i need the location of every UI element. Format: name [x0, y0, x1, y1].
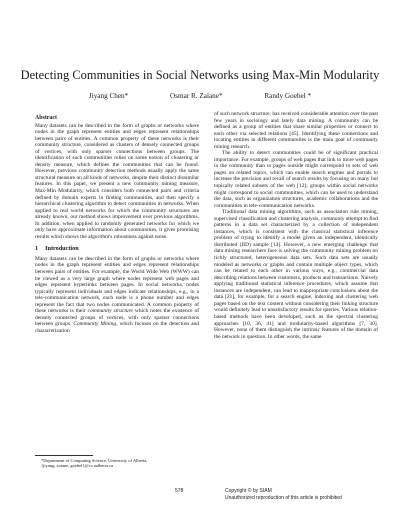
right-paragraph-3: Traditional data mining algorithms, such as association rule mining, supervised classification and clustering analysis, commonly attempt to find patterns in a data set characterized by a collection of independent instances, which is consistent with the classical statistical inference problem of trying to identify a model given an independent, identically distributed (IID) sample [14]. However, a new emerging challenge that data mining researchers face is solving the community mining problem on richly structured, heterogeneous data sets. Such data sets are usually modeled as networks or graphs and contain multiple object types, which can be related to each other in various ways, e.g., commercial data describing relations between customers, products and transactions. Naively applying traditional statistical inference procedures, which assume that instances are independent, can lead to inappropriate conclusions about the data [21], for example, for a search engine, indexing and clustering web pages based on the text content without considering their linking structure would definitely lead to unsatisfactory results for queries. Various relation-based methods have been developed, such as the spectral clustering approaches [10, 36, 41] and modularity-based algorithms [7, 30]. However, none of them distinguish the intrinsic features of the domain of the network in question. In other words, the same	[214, 209, 378, 340]
abstract-text: Many datasets can be described in the form of graphs or networks where nodes in the graph represent entities and edges represent relationships between pairs of entities. A common property of these networks is their community structure, considered as clusters of densely connected groups of vertices, with only sparser connections between groups. The identification of such communities relies on some notion of clustering or density measure, which defines the communities that can be found. However, previous community detection methods usually apply the same structural measure on all kinds of networks, despite their distinct dissimilar features. In this paper, we present a new community mining measure, Max-Min Modularity, which considers both connected pairs and criteria defined by domain experts in finding communities, and then specify a hierarchical clustering algorithm to detect communities in networks. When applied to real world networks for which the community structures are already known, our method shows improvement over previous algorithms. In addition, when applied to randomly generated networks for which we only have approximate information about communities, it gives promising results which shows the algorithm's robustness against noise.	[35, 122, 199, 240]
section-number: 1	[35, 245, 39, 253]
intro-text-b: which notes the existence of densely connected groups of vertices, with only sparser connections between groups.	[35, 308, 200, 328]
section-heading-introduction	[35, 246, 199, 253]
left-column	[35, 115, 199, 335]
right-paragraph-1: of such network structure, has received considerable attention over the past few years in sociology and lately data mining. A community can be defined as a group of entities that share similar properties or connect to each other via selected relations [45]. Identifying these connections and locating entities in different communities is the main goal of community mining research.	[214, 111, 378, 150]
right-column	[214, 111, 378, 340]
intro-paragraph	[35, 256, 199, 335]
intro-emphasis-a: community structure	[87, 308, 133, 315]
section-title: Introduction	[45, 245, 79, 253]
intro-text-c: , which focuses on the detection and characterization	[35, 321, 199, 334]
page-number: 578	[175, 488, 184, 494]
author-1: Jiyang Chen*	[88, 92, 129, 100]
footnote-line-2: {jiyang, zaiane, goebel}@cs.ualberta.ca	[41, 463, 114, 469]
author-2: Osmar R. Zaïane*	[170, 92, 223, 100]
copyright-notice: Copyright © by SIAM	[225, 488, 272, 494]
footnote	[35, 458, 199, 469]
reproduction-notice: Unauthorized reproduction of this article is prohibited	[225, 495, 342, 501]
abstract-heading: Abstract	[35, 115, 57, 121]
footnote-line-1: *Department of Computing Science, University of Alberta,	[41, 458, 148, 463]
author-list	[0, 92, 400, 100]
intro-text-a: Many datasets can be described in the form of graphs or networks where nodes in the graph represent entities and edges represent relationships between pairs of entities. For example, the World Wide Web (WWW) can be viewed as a very large graph where nodes represent web pages and edges represent hyperlinks between pages. In social networks, nodes typically represent individuals and edges indicate relationships, e.g., in a tele-communication network, each node is a phone number and edges represent the fact that two nodes communicated. A common property of these networks is their	[35, 255, 199, 315]
paper-title: Detecting Communities in Social Networks using Max-Min Modularity	[20, 68, 380, 82]
author-3: Randy Goebel *	[264, 92, 312, 100]
right-paragraph-2: The ability to detect communities could be of significant practical importance. For example, groups of web pages that link to more web pages in the community than to pages outside might correspond to sets of web pages on related topics, which can enable search engines and portals to increase the precision and recall of search results by focusing on many but topically related subsets of the web [12]; groups within social networks might correspond to social communities, which can be used to understand the data, such as organization structures, academic collaborations and the communities in tele-communication networks.	[214, 150, 378, 209]
intro-emphasis-b: Community Mining	[73, 321, 117, 328]
footnote-rule	[35, 455, 93, 456]
